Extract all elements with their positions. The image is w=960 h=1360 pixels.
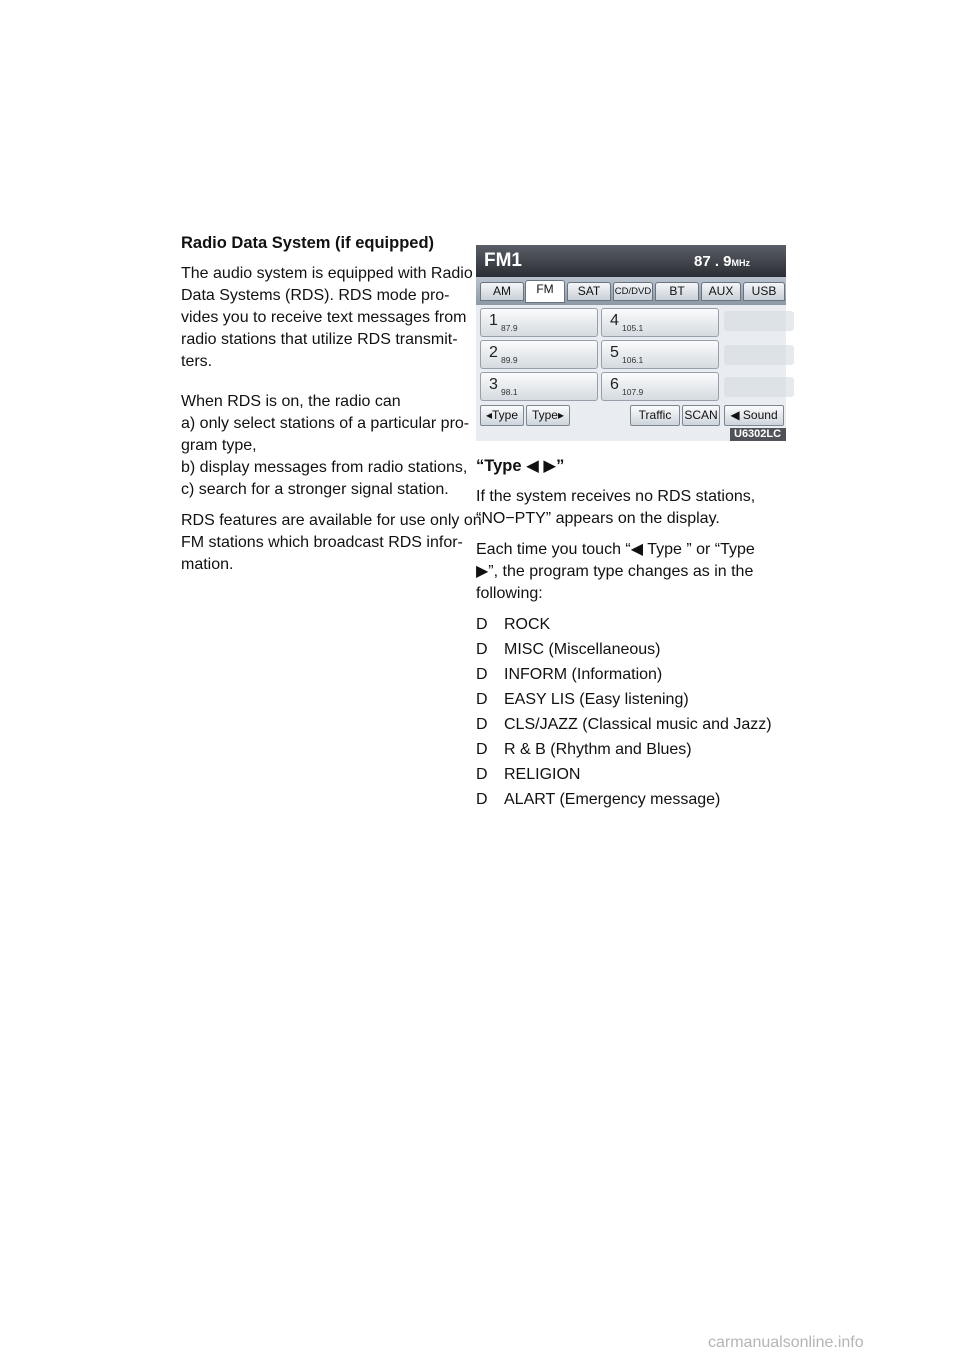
tab-cd-dvd[interactable]: CD/DVD	[613, 282, 653, 301]
band-name: FM1	[484, 250, 522, 271]
no-rds-line: “NO−PTY” appears on the display.	[476, 510, 720, 527]
list-item	[476, 789, 774, 814]
type-prev-button[interactable]: ◂Type	[480, 405, 524, 426]
bullet-mark: D	[476, 716, 488, 733]
preset-number: 1	[489, 312, 498, 329]
type-next-button[interactable]: Type▸	[526, 405, 570, 426]
no-rds-paragraph	[476, 486, 774, 530]
bullet-mark: D	[476, 791, 488, 808]
when-line: gram type,	[181, 437, 257, 454]
bullet-mark: D	[476, 666, 488, 683]
bullet-mark: D	[476, 741, 488, 758]
intro-line: radio stations that utilize RDS transmit-	[181, 331, 458, 348]
list-item	[476, 614, 774, 639]
tab-usb[interactable]: USB	[743, 282, 785, 301]
each-time-paragraph	[476, 539, 774, 605]
intro-line: Data Systems (RDS). RDS mode pro-	[181, 287, 450, 304]
list-item	[476, 639, 774, 664]
when-line: When RDS is on, the radio can	[181, 393, 401, 410]
screen-title-bar	[476, 245, 786, 277]
rds-capabilities-paragraph	[181, 391, 470, 501]
list-item	[476, 664, 774, 689]
tab-bt[interactable]: BT	[655, 282, 699, 301]
preset-frequency: 105.1	[622, 323, 644, 333]
tab-fm[interactable]: FM	[525, 280, 565, 303]
preset-frequency: 107.9	[622, 387, 644, 397]
bullet-mark: D	[476, 691, 488, 708]
right-column	[476, 245, 782, 808]
image-code-label: U6302LC	[730, 428, 786, 441]
bullet-mark: D	[476, 641, 488, 658]
preset-number: 6	[610, 376, 619, 393]
list-item	[476, 764, 774, 789]
tab-am[interactable]: AM	[480, 282, 524, 301]
program-type: ALART (Emergency message)	[504, 791, 721, 808]
no-rds-line: If the system receives no RDS stations,	[476, 488, 756, 505]
program-type: MISC (Miscellaneous)	[504, 641, 661, 658]
frequency-display	[694, 254, 750, 271]
tab-aux[interactable]: AUX	[701, 282, 741, 301]
left-column-content	[181, 232, 482, 576]
intro-line: The audio system is equipped with Radio	[181, 265, 473, 282]
each-time-line: following:	[476, 585, 543, 602]
program-type: EASY LIS (Easy listening)	[504, 691, 689, 708]
traffic-button[interactable]: Traffic	[630, 405, 680, 426]
screen-bottom-bar	[476, 405, 786, 427]
program-type: INFORM (Information)	[504, 666, 663, 683]
rds-intro-paragraph	[181, 263, 473, 373]
preset-number: 5	[610, 344, 619, 361]
source-tab-bar	[476, 277, 786, 305]
list-item	[476, 689, 774, 714]
radio-screen-figure	[476, 245, 786, 441]
bullet-mark: D	[476, 616, 488, 633]
preset-frequency: 98.1	[501, 387, 518, 397]
sound-button[interactable]: ◀ Sound	[724, 405, 784, 426]
list-item	[476, 739, 774, 764]
faded-info-block	[724, 311, 794, 331]
rds-heading: Radio Data System (if equipped)	[181, 234, 435, 252]
features-line: mation.	[181, 556, 234, 573]
preset-frequency: 89.9	[501, 355, 518, 365]
tab-sat[interactable]: SAT	[567, 282, 611, 301]
faded-info-block	[724, 377, 794, 397]
preset-number: 3	[489, 376, 498, 393]
bullet-mark: D	[476, 766, 488, 783]
program-type: ROCK	[504, 616, 551, 633]
frequency-value: 87 . 9	[694, 253, 732, 270]
preset-number: 4	[610, 312, 619, 329]
frequency-unit: MHz	[731, 258, 751, 268]
scan-button[interactable]: SCAN	[682, 405, 720, 426]
preset-number: 2	[489, 344, 498, 361]
when-line: c) search for a stronger signal station.	[181, 481, 449, 498]
preset-button-1[interactable]	[480, 308, 598, 337]
program-type: RELIGION	[504, 766, 581, 783]
when-line: a) only select stations of a particular pro-	[181, 415, 470, 432]
preset-button-5[interactable]	[601, 340, 719, 369]
preset-frequency: 106.1	[622, 355, 644, 365]
preset-button-6[interactable]	[601, 372, 719, 401]
program-type-list	[476, 614, 774, 814]
left-column	[0, 232, 482, 576]
features-line: RDS features are available for use only on	[181, 512, 482, 529]
faded-info-block	[724, 345, 794, 365]
program-type: CLS/JAZZ (Classical music and Jazz)	[504, 716, 772, 733]
type-heading: “Type ◀ ▶”	[476, 457, 565, 475]
each-time-line: Each time you touch “◀ Type ” or “Type	[476, 541, 755, 558]
each-time-line: ▶”, the program type changes as in the	[476, 563, 754, 580]
preset-button-2[interactable]	[480, 340, 598, 369]
features-line: FM stations which broadcast RDS infor-	[181, 534, 463, 551]
rds-features-paragraph	[181, 510, 482, 576]
intro-line: ters.	[181, 353, 213, 370]
preset-button-3[interactable]	[480, 372, 598, 401]
program-type: R & B (Rhythm and Blues)	[504, 741, 692, 758]
list-item	[476, 714, 774, 739]
intro-line: vides you to receive text messages from	[181, 309, 467, 326]
when-line: b) display messages from radio stations,	[181, 459, 468, 476]
preset-button-4[interactable]	[601, 308, 719, 337]
site-watermark: carmanualsonline.info	[708, 1334, 864, 1351]
preset-frequency: 87.9	[501, 323, 518, 333]
